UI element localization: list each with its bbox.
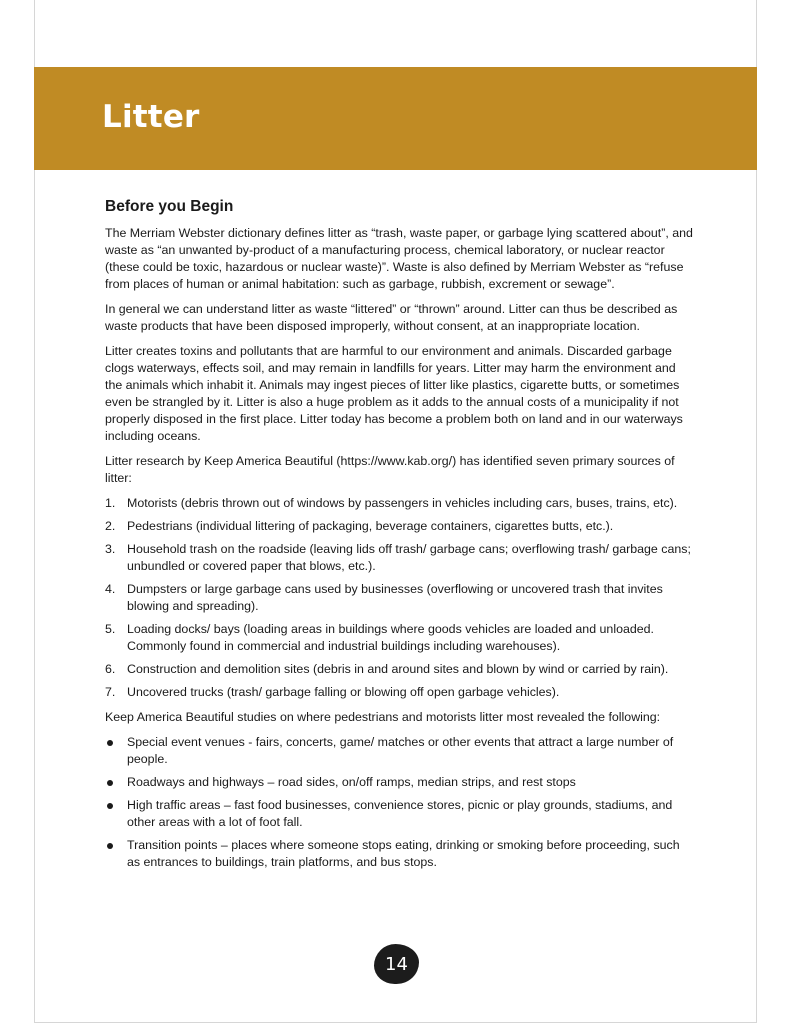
list-item: [105, 541, 695, 575]
list-number: 4.: [105, 582, 116, 596]
list-item-text: Transition points – places where someone stops eating, drinking or smoking before proceeding, such as entrances to buildings, train platforms, and bus stops.: [127, 838, 680, 869]
bullet-icon: [107, 803, 113, 809]
paragraph-sources-intro: Litter research by Keep America Beautiful (https://www.kab.org/) has identified seven primary sources of litter:: [105, 454, 675, 485]
list-number: 7.: [105, 685, 116, 699]
list-item: [105, 734, 695, 768]
list-number: 5.: [105, 622, 116, 636]
list-item: [105, 837, 695, 871]
list-item: [105, 621, 695, 655]
list-item-text: Special event venues - fairs, concerts, game/ matches or other events that attract a large number of people.: [127, 735, 674, 766]
list-number: 2.: [105, 519, 116, 533]
list-item-text: Roadways and highways – road sides, on/off ramps, median strips, and rest stops: [127, 775, 576, 789]
bullet-icon: [107, 780, 113, 786]
list-item-text: Dumpsters or large garbage cans used by businesses (overflowing or uncovered trash that invites blowing and spreading).: [127, 582, 663, 613]
list-item: [105, 518, 695, 535]
litter-sources-list: [105, 495, 695, 701]
page-number: 14: [385, 953, 408, 975]
bullet-icon: [107, 740, 113, 746]
list-item: [105, 684, 695, 701]
list-number: 6.: [105, 662, 116, 676]
list-number: 3.: [105, 542, 116, 556]
list-item-text: High traffic areas – fast food businesses, convenience stores, picnic or play grounds, stadiums, and other areas with a lot of foot fall.: [127, 798, 673, 829]
list-number: 1.: [105, 496, 116, 510]
section-heading: Before you Begin: [105, 198, 234, 215]
list-item: [105, 581, 695, 615]
title-banner: [34, 67, 757, 170]
paragraph-harm: Litter creates toxins and pollutants that are harmful to our environment and animals. Discarded garbage clogs waterways, effects soil, and may remain in landfills for years. Litter may harm the environment and the animals which inhabit it. Animals may ingest pieces of litter like plastics, cigarette butts, or sometimes even be strangled by it. Litter is also a huge problem as it adds to the annual costs of a municipality if not properly disposed in the first place. Litter today has become a problem both on land and in our waterways including oceans.: [105, 344, 683, 443]
paragraph-studies-intro: Keep America Beautiful studies on where pedestrians and motorists litter most revealed the following:: [105, 710, 661, 724]
bullet-icon: [107, 843, 113, 849]
litter-locations-list: [105, 734, 695, 871]
paragraph-general: In general we can understand litter as waste “littered” or “thrown” around. Litter can thus be described as waste products that have been disposed improperly, without consent, at an inappropriate location.: [105, 302, 678, 333]
list-item-text: Pedestrians (individual littering of packaging, beverage containers, cigarettes butts, etc.).: [127, 519, 614, 533]
list-item: [105, 774, 695, 791]
list-item: [105, 797, 695, 831]
main-content: [105, 196, 695, 879]
list-item-text: Motorists (debris thrown out of windows by passengers in vehicles including cars, buses, trains, etc).: [127, 496, 678, 510]
paragraph-definition: The Merriam Webster dictionary defines litter as “trash, waste paper, or garbage lying scattered about”, and waste as “an unwanted by-product of a manufacturing process, chemical laboratory, or nuclear reactor (these could be toxic, hazardous or nuclear waste)”. Waste is also defined by Merriam Webster as “refuse from places of human or animal habitation: such as garbage, rubbish, excrement or sewage”.: [105, 226, 693, 291]
list-item-text: Uncovered trucks (trash/ garbage falling or blowing off open garbage vehicles).: [127, 685, 560, 699]
list-item: [105, 495, 695, 512]
list-item-text: Loading docks/ bays (loading areas in buildings where goods vehicles are loaded and unloaded. Commonly found in commercial and industrial buildings including warehouses).: [127, 622, 654, 653]
list-item-text: Construction and demolition sites (debris in and around sites and blown by wind or carried by rain).: [127, 662, 669, 676]
page-title: Litter: [102, 99, 200, 135]
list-item-text: Household trash on the roadside (leaving lids off trash/ garbage cans; overflowing trash/ garbage cans; unbundled or covered paper that blows, etc.).: [127, 542, 691, 573]
list-item: [105, 661, 695, 678]
